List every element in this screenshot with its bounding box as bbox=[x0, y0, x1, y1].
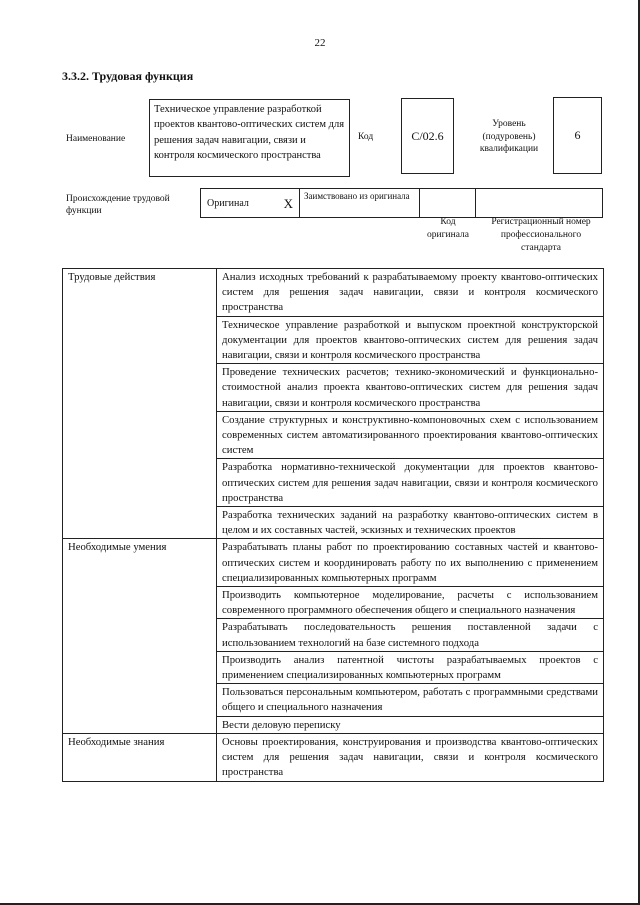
section-title: 3.3.2. Трудовая функция bbox=[62, 69, 194, 83]
origin-row bbox=[200, 188, 603, 218]
origin-reg-caption: Регистрационный номер профессионального стандарта bbox=[491, 217, 591, 253]
description-cell: Разрабатывать последовательность решения поставленной задачи с использованием технологий на базе системного подхода bbox=[217, 619, 604, 651]
function-code: C/02.6 bbox=[401, 98, 454, 174]
qualification-level-label: Уровень (подуровень) квалификации bbox=[479, 119, 539, 154]
description-cell: Создание структурных и конструктивно-компоновочных схем с использованием современных систем автоматизированного проектирования квантово-оптических систем bbox=[217, 411, 604, 459]
table-row bbox=[63, 733, 604, 781]
description-cell: Основы проектирования, конструирования и производства квантово-оптических систем для решения задач навигации, связи и контроля космического пространства bbox=[217, 733, 604, 781]
category-cell: Необходимые знания bbox=[63, 733, 217, 781]
description-cell: Разработка технических заданий на разработку квантово-оптических систем в целом и их составных частей, эскизных и технических проектов bbox=[217, 507, 604, 539]
page-number: 22 bbox=[314, 37, 326, 49]
code-label: Код bbox=[358, 132, 374, 142]
origin-original-label: Оригинал bbox=[207, 197, 249, 209]
description-cell: Техническое управление разработкой и выпуском проектной конструкторской документации для проектов квантово-оптических систем для решения задач навигации, связи и контроля космического пространства bbox=[217, 316, 604, 364]
description-cell: Разрабатывать планы работ по проектированию составных частей и квантово-оптических систем и координировать работу по их выполнению с применением специализированных компьютерных программ bbox=[217, 539, 604, 587]
origin-original-mark: X bbox=[283, 195, 293, 211]
description-cell: Вести деловую переписку bbox=[217, 716, 604, 733]
qualification-level-value: 6 bbox=[553, 97, 602, 174]
origin-original-cell bbox=[201, 189, 299, 217]
origin-borrowed-label: Заимствовано из оригинала bbox=[299, 189, 419, 217]
table-row bbox=[63, 269, 604, 317]
description-cell: Производить анализ патентной чистоты разрабатываемых проектов с применением специализированных компьютерных программ bbox=[217, 651, 604, 683]
category-cell: Трудовые действия bbox=[63, 269, 217, 539]
origin-code-cell bbox=[419, 189, 475, 217]
table-row bbox=[63, 539, 604, 587]
description-cell: Анализ исходных требований к разрабатываемому проекту квантово-оптических систем для решения задач навигации, связи и контроля космического пространства bbox=[217, 269, 604, 317]
function-name-box: Техническое управление разработкой проектов квантово-оптических систем для решения задач навигации, связи и контроля космического пространства bbox=[149, 99, 350, 177]
description-cell: Разработка нормативно-технической документации для проектов квантово-оптических систем для решения задач навигации, связи и контроля космического пространства bbox=[217, 459, 604, 507]
origin-code-caption: Код оригинала bbox=[427, 217, 469, 240]
function-details-table bbox=[62, 268, 604, 782]
description-cell: Проведение технических расчетов; технико-экономический и функционально-стоимостной анализ проекта квантово-оптических систем для решения задач навигации, связи и контроля космического пространства bbox=[217, 364, 604, 412]
description-cell: Пользоваться персональным компьютером, работать с программными средствами общего и специального назначения bbox=[217, 684, 604, 716]
description-cell: Производить компьютерное моделирование, расчеты с использованием современного программного обеспечения общего и специального назначения bbox=[217, 587, 604, 619]
origin-reg-number-cell bbox=[475, 189, 602, 217]
name-label: Наименование bbox=[66, 134, 126, 144]
origin-label: Происхождение трудовой функции bbox=[66, 194, 170, 216]
category-cell: Необходимые умения bbox=[63, 539, 217, 733]
